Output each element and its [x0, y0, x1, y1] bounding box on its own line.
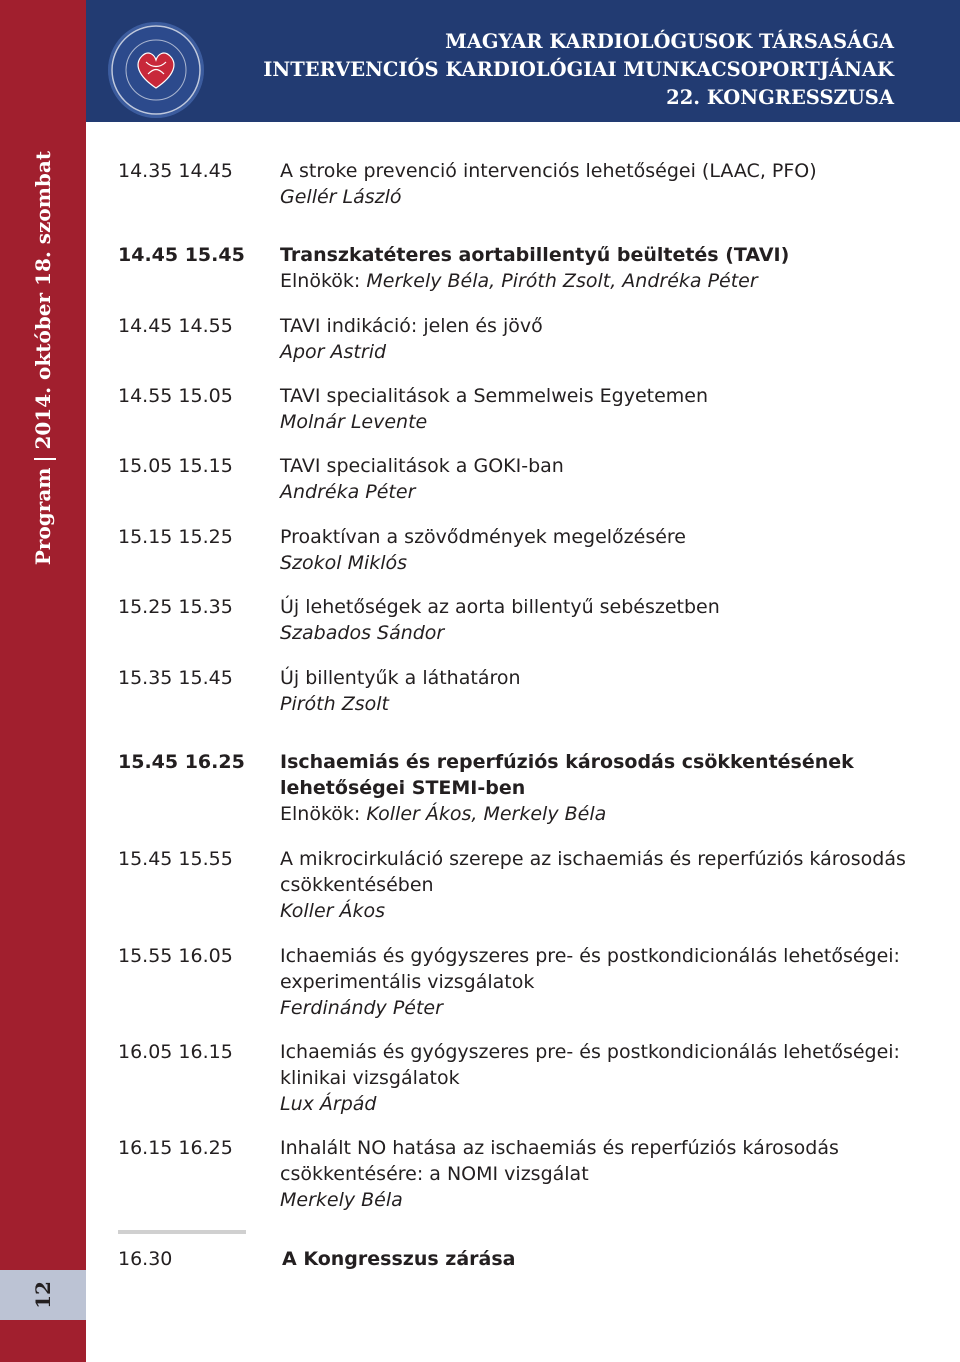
item-title: Új lehetőségek az aorta billentyű sebészetben — [280, 596, 720, 618]
item-speaker: Koller Ákos — [280, 900, 386, 922]
page-number: 12 — [31, 1281, 55, 1309]
closing-divider — [118, 1230, 246, 1234]
header-title — [263, 28, 894, 112]
item-time: 15.55 16.05 — [118, 945, 233, 967]
item-speaker: Apor Astrid — [280, 341, 387, 363]
side-program: Program — [31, 467, 55, 566]
item-speaker: Lux Árpád — [280, 1093, 377, 1115]
item-time: 16.05 16.15 — [118, 1041, 233, 1063]
item-speaker: Szokol Miklós — [280, 552, 408, 574]
session-time: 14.45 15.45 — [118, 244, 245, 266]
item-title: Új billentyűk a láthatáron — [280, 667, 521, 689]
session-chairs — [280, 803, 606, 825]
item-title: Proaktívan a szövődmények megelőzésére — [280, 526, 686, 548]
session-time: 15.45 16.25 — [118, 751, 245, 773]
item-time: 16.15 16.25 — [118, 1137, 233, 1159]
item-title: Ichaemiás és gyógyszeres pre- és postkondicionálás lehetőségei: experimentális vizsgálatok — [280, 945, 900, 993]
item-speaker: Merkely Béla — [280, 1189, 403, 1211]
item-title: TAVI indikáció: jelen és jövő — [280, 315, 543, 337]
item-time: 15.45 15.55 — [118, 848, 233, 870]
session-chairs — [280, 270, 758, 292]
item-speaker: Molnár Levente — [280, 411, 428, 433]
item-time: 15.25 15.35 — [118, 596, 233, 618]
chairs-label: Elnökök: — [280, 270, 367, 292]
item-title: A mikrocirkuláció szerepe az ischaemiás és reperfúziós károsodás csökkentésében — [280, 848, 906, 896]
side-divider — [34, 458, 56, 460]
header-line-2: INTERVENCIÓS KARDIOLÓGIAI MUNKACSOPORTJÁNAK — [263, 58, 894, 81]
item-title: A stroke prevenció intervenciós lehetőségei (LAAC, PFO) — [280, 160, 817, 182]
item-speaker: Piróth Zsolt — [280, 693, 389, 715]
session-title: Transzkatéteres aortabillentyű beültetés (TAVI) — [280, 244, 790, 266]
item-time: 15.35 15.45 — [118, 667, 233, 689]
item-speaker: Andréka Péter — [280, 481, 416, 503]
item-time: 14.55 15.05 — [118, 385, 233, 407]
session-title: Ischaemiás és reperfúziós károsodás csökkentésének lehetőségei STEMI-ben — [280, 751, 854, 799]
chairs-names: Koller Ákos, Merkely Béla — [366, 803, 607, 825]
closing-time: 16.30 — [118, 1248, 173, 1270]
item-title: Ichaemiás és gyógyszeres pre- és postkondicionálás lehetőségei: klinikai vizsgálatok — [280, 1041, 900, 1089]
header-line-3: 22. KONGRESSZUSA — [666, 86, 894, 109]
side-date: 2014. október 18. szombat — [31, 150, 55, 450]
item-time: 14.45 14.55 — [118, 315, 233, 337]
item-speaker: Ferdinándy Péter — [280, 997, 443, 1019]
logo-seal-icon — [108, 22, 204, 118]
closing-title: A Kongresszus zárása — [282, 1248, 516, 1270]
chairs-label: Elnökök: — [280, 803, 367, 825]
item-speaker: Gellér László — [280, 186, 402, 208]
item-title: TAVI specialitások a Semmelweis Egyetemen — [280, 385, 709, 407]
chairs-names: Merkely Béla, Piróth Zsolt, Andréka Péter — [366, 270, 758, 292]
item-title: TAVI specialitások a GOKI-ban — [280, 455, 564, 477]
item-time: 15.15 15.25 — [118, 526, 233, 548]
item-speaker: Szabados Sándor — [280, 622, 445, 644]
item-time: 14.35 14.45 — [118, 160, 233, 182]
side-label — [23, 118, 63, 598]
item-title: Inhalált NO hatása az ischaemiás és reperfúziós károsodás csökkentésére: a NOMI vizsgálat — [280, 1137, 839, 1185]
header-line-1: MAGYAR KARDIOLÓGUSOK TÁRSASÁGA — [445, 30, 894, 53]
item-time: 15.05 15.15 — [118, 455, 233, 477]
society-logo — [108, 22, 204, 118]
